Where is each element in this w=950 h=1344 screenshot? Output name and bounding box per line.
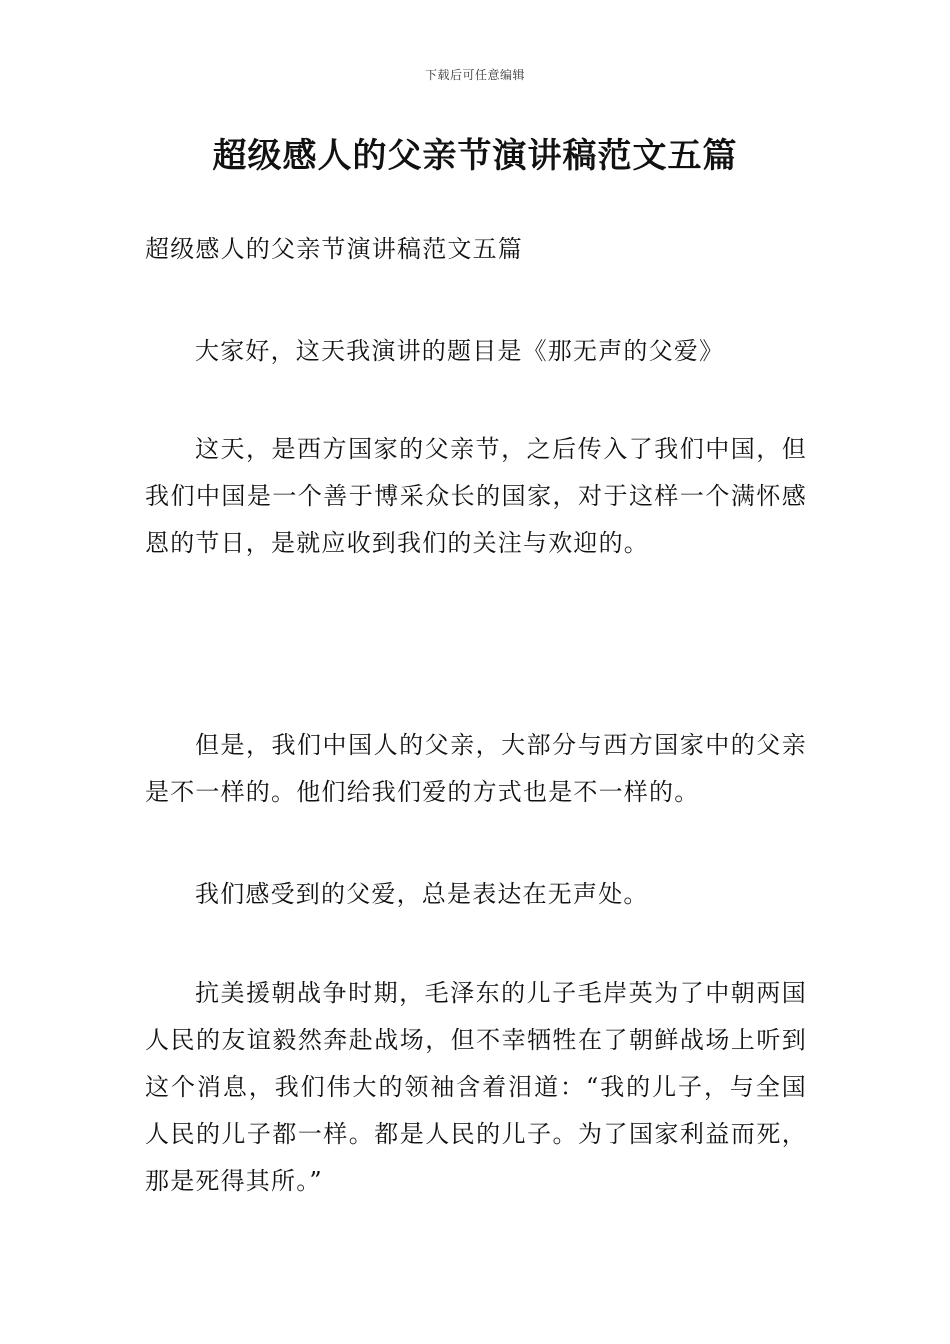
body-paragraph: 大家好，这天我演讲的题目是《那无声的父爱》	[195, 337, 725, 365]
body-paragraph: 这天，是西方国家的父亲节，之后传入了我们中国，但我们中国是一个善于博采众长的国家，对于这样一个满怀感恩的节日，是就应收到我们的关注与欢迎的。	[145, 435, 807, 557]
body-paragraph: 我们感受到的父爱，总是表达在无声处。	[195, 880, 649, 908]
document-title: 超级感人的父亲节演讲稿范文五篇	[212, 136, 738, 176]
body-paragraph: 抗美援朝战争时期，毛泽东的儿子毛岸英为了中朝两国人民的友谊毅然奔赴战场，但不幸牺牲在了朝鲜战场上听到这个消息，我们伟大的领袖含着泪道：“我的儿子，与全国人民的儿子都一样。都是人民的儿子。为了国家利益而死，那是死得其所。”	[145, 979, 807, 1195]
header-note: 下载后可任意编辑	[424, 68, 525, 82]
subtitle-paragraph: 超级感人的父亲节演讲稿范文五篇	[145, 235, 523, 263]
body-paragraph: 但是，我们中国人的父亲，大部分与西方国家中的父亲是不一样的。他们给我们爱的方式也是不一样的。	[145, 731, 807, 806]
